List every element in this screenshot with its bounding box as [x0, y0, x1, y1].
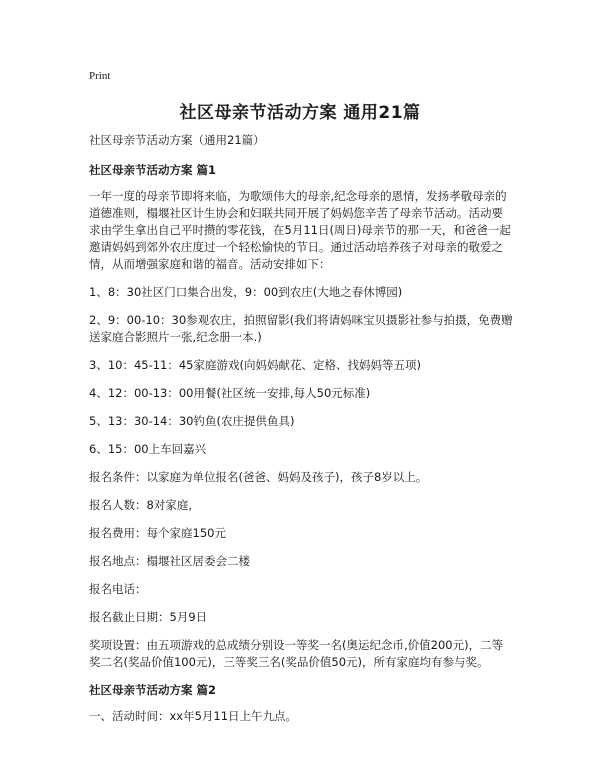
registration-conditions: 报名条件：以家庭为单位报名(爸爸、妈妈及孩子)，孩子8岁以上。 — [89, 470, 428, 484]
schedule-item: 5、13：30-14：30钓鱼(农庄提供鱼具) — [89, 414, 295, 428]
registration-fee: 报名费用：每个家庭150元 — [89, 526, 226, 540]
registration-count: 报名人数：8对家庭, — [89, 498, 192, 512]
schedule-item: 3、10：45-11：45家庭游戏(向妈妈献花、定格、找妈妈等五项) — [89, 358, 421, 372]
activity-time: 一、活动时间：xx年5月11日上午九点。 — [89, 709, 298, 723]
registration-location: 报名地点：榻堰社区居委会二楼 — [89, 554, 250, 568]
schedule-item: 1、8：30社区门口集合出发，9：00到农庄(大地之春休博园) — [89, 285, 403, 299]
document-subtitle: 社区母亲节活动方案（通用21篇） — [89, 133, 265, 147]
document-title: 社区母亲节活动方案 通用21篇 — [179, 103, 421, 123]
schedule-item: 4、12：00-13：00用餐(社区统一安排,每人50元标准) — [89, 386, 371, 400]
registration-deadline: 报名截止日期：5月9日 — [89, 610, 208, 624]
schedule-item: 6、15：00上车回嘉兴 — [89, 442, 207, 456]
document-body — [89, 132, 514, 736]
registration-phone: 报名电话： — [89, 582, 147, 596]
section-heading-1: 社区母亲节活动方案 篇1 — [89, 163, 217, 177]
intro-paragraph: 一年一度的母亲节即将来临，为歌颂伟大的母亲,纪念母亲的恩情，发扬孝敬母亲的道德准则，榻堰社区计生协会和妇联共同开展了妈妈您辛苦了母亲节活动。活动要求由学生拿出自己平时攒的零花钱，在5月11日(周日)母亲节的那一天，和爸爸一起邀请妈妈到郊外农庄度过一个轻松愉快的节日。通过活动培养孩子对母亲的敬爱之情，从而增强家庭和谐的福音。活动安排如下： — [89, 189, 511, 271]
schedule-item: 2、9：00-10：30参观农庄，拍照留影(我们将请妈咪宝贝摄影社参与拍摄，免费赠送家庭合影照片一张,纪念册一本.) — [89, 313, 513, 344]
print-label[interactable]: Print — [89, 70, 111, 82]
section-heading-2: 社区母亲节活动方案 篇2 — [89, 683, 217, 697]
awards-paragraph: 奖项设置：由五项游戏的总成绩分别设一等奖一名(奥运纪念币,价值200元)，二等奖二名(奖品价值100元)，三等奖三名(奖品价值50元)，所有家庭均有参与奖。 — [89, 638, 504, 669]
